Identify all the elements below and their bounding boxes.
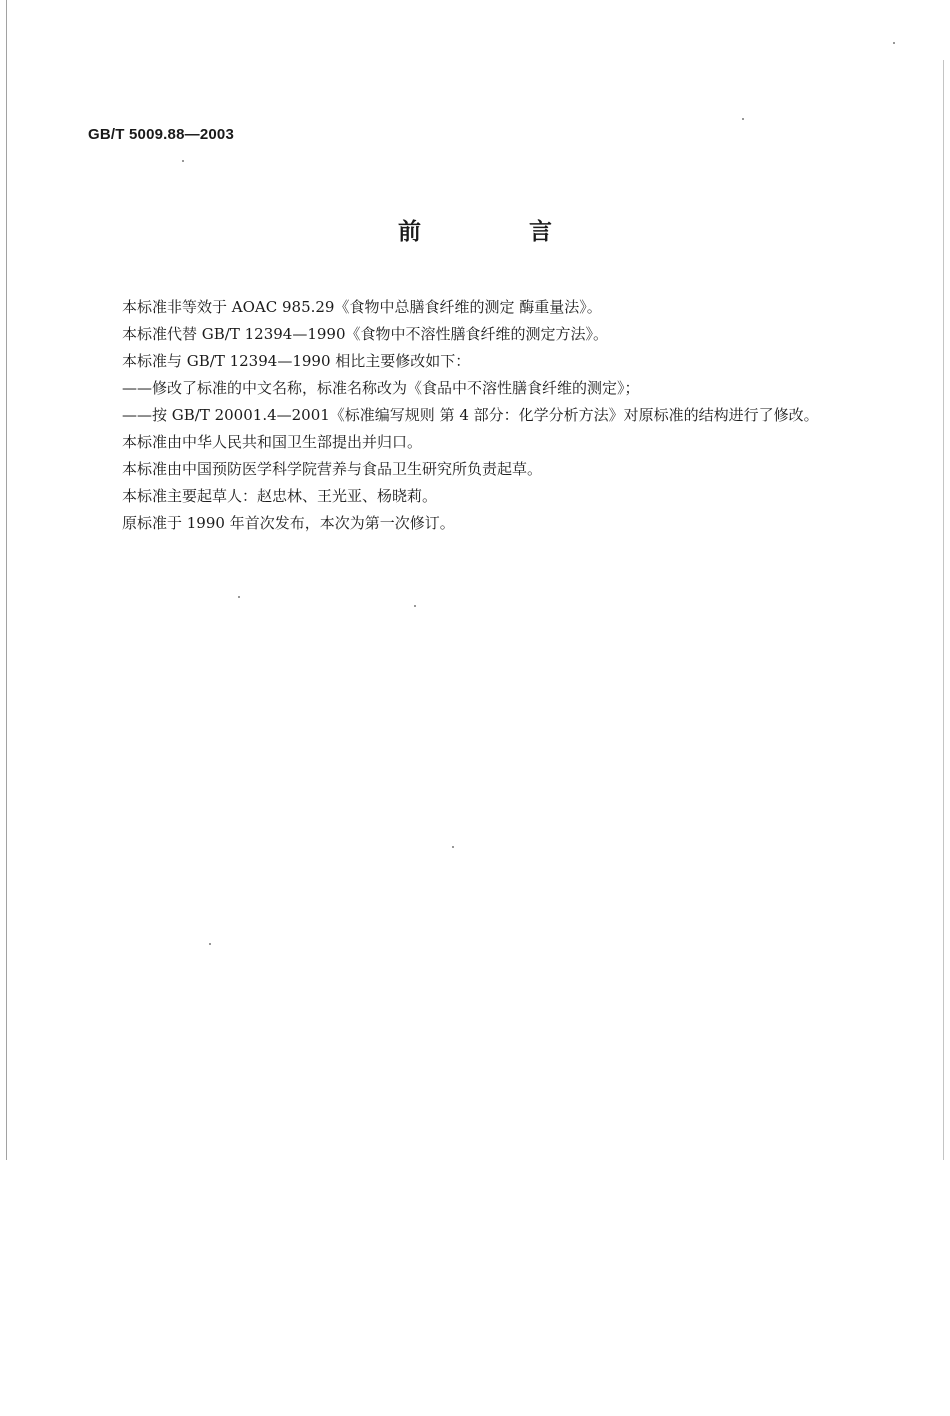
paragraph: 原标准于 1990 年首次发布，本次为第一次修订。	[122, 514, 455, 532]
standard-code: GB/T 5009.88—2003	[88, 126, 234, 143]
list-item: ——修改了标准的中文名称，标准名称改为《食品中不溶性膳食纤维的测定》；	[122, 379, 640, 397]
foreword-body	[122, 294, 872, 537]
paragraph: 本标准由中华人民共和国卫生部提出并归口。	[122, 433, 423, 451]
scan-speck	[182, 160, 184, 162]
scan-speck	[742, 118, 744, 120]
list-item: ——按 GB/T 20001.4—2001《标准编写规则 第 4 部分：化学分析方法》对原标准的结构进行了修改。	[122, 406, 819, 424]
paragraph: 本标准主要起草人：赵忠林、王光亚、杨晓莉。	[122, 487, 438, 505]
scan-speck	[414, 605, 416, 607]
scan-speck	[452, 846, 454, 848]
paragraph: 本标准由中国预防医学科学院营养与食品卫生研究所负责起草。	[122, 460, 543, 478]
paragraph: 本标准代替 GB/T 12394—1990《食物中不溶性膳食纤维的测定方法》。	[122, 325, 608, 343]
scan-speck	[238, 596, 240, 598]
scan-speck	[893, 42, 895, 44]
page-title: 前 言	[397, 219, 602, 245]
scan-speck	[209, 943, 211, 945]
scan-edge-left	[6, 0, 7, 1160]
paragraph: 本标准非等效于 AOAC 985.29《食物中总膳食纤维的测定 酶重量法》。	[122, 298, 602, 316]
paragraph: 本标准与 GB/T 12394—1990 相比主要修改如下：	[122, 352, 471, 370]
